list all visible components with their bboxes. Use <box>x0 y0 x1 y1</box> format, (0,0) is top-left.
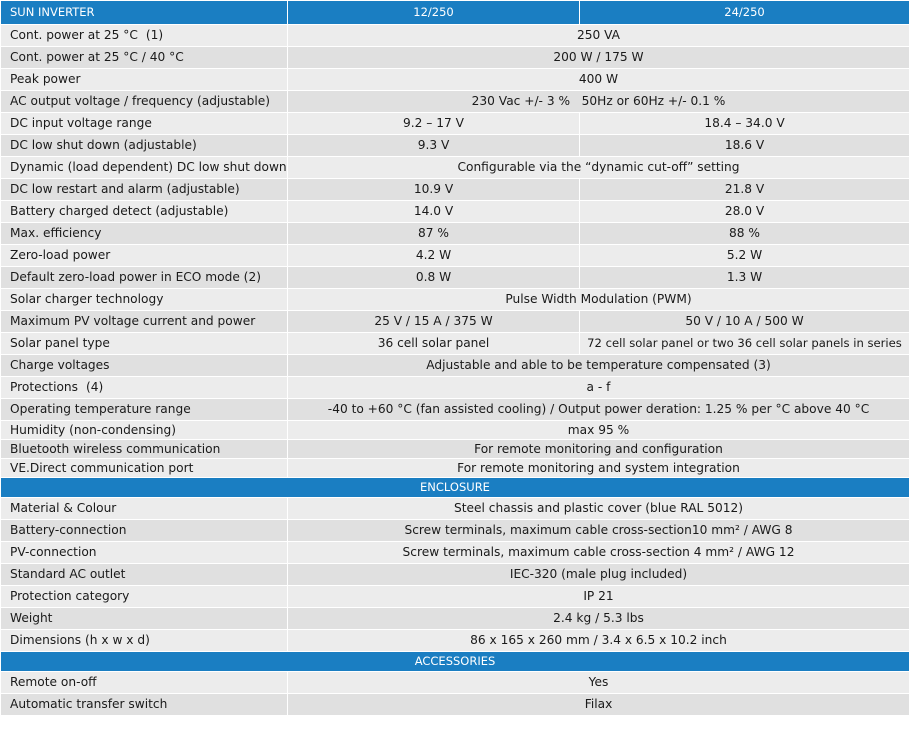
table-row <box>1 694 909 716</box>
row-label <box>1 377 288 399</box>
table-row <box>1 498 909 520</box>
row-label: Automatic transfer switch <box>1 694 288 716</box>
row-value: 250 VA <box>288 25 909 47</box>
row-value: -40 to +60 °C (fan assisted cooling) / Output power deration: 1.25 % per °C above 40 °C <box>288 399 909 421</box>
table-row <box>1 355 909 377</box>
row-label: Operating temperature range <box>1 399 288 421</box>
row-label: Solar charger technology <box>1 289 288 311</box>
row-label-text: Cont. power at 25 °C <box>10 28 138 42</box>
table-row <box>1 25 909 47</box>
table-row <box>1 157 909 179</box>
row-value-12v: 4.2 W <box>288 245 580 267</box>
section-header-enclosure <box>1 478 909 498</box>
row-value-24v: 50 V / 10 A / 500 W <box>580 311 909 333</box>
table-row <box>1 377 909 399</box>
row-value-24v: 1.3 W <box>580 267 909 289</box>
row-value: max 95 % <box>288 421 909 440</box>
row-value-24v: 5.2 W <box>580 245 909 267</box>
row-label: Battery charged detect (adjustable) <box>1 201 288 223</box>
row-label: Maximum PV voltage current and power <box>1 311 288 333</box>
row-value-24v: 72 cell solar panel or two 36 cell solar panels in series <box>580 333 909 355</box>
table-row <box>1 289 909 311</box>
header-row <box>1 1 909 25</box>
row-label: DC low restart and alarm (adjustable) <box>1 179 288 201</box>
row-label-text: Protections <box>10 380 79 394</box>
section-title: ACCESSORIES <box>1 652 909 672</box>
row-label: Peak power <box>1 69 288 91</box>
table-row <box>1 113 909 135</box>
table-row <box>1 399 909 421</box>
row-label: Standard AC outlet <box>1 564 288 586</box>
table-row <box>1 630 909 652</box>
row-value: IP 21 <box>288 586 909 608</box>
table-row <box>1 201 909 223</box>
row-value-24v: 18.6 V <box>580 135 909 157</box>
table-row <box>1 586 909 608</box>
row-value: 400 W <box>288 69 909 91</box>
row-value: Filax <box>288 694 909 716</box>
row-label: Protection category <box>1 586 288 608</box>
row-label: Solar panel type <box>1 333 288 355</box>
row-value-12v: 9.3 V <box>288 135 580 157</box>
row-value: a - f <box>288 377 909 399</box>
row-value: For remote monitoring and system integration <box>288 459 909 478</box>
table-row <box>1 267 909 289</box>
row-label: DC input voltage range <box>1 113 288 135</box>
table-row <box>1 459 909 478</box>
table-row <box>1 672 909 694</box>
row-value-24v: 18.4 – 34.0 V <box>580 113 909 135</box>
row-label: Material & Colour <box>1 498 288 520</box>
row-value-12v: 10.9 V <box>288 179 580 201</box>
table-row <box>1 333 909 355</box>
row-value: For remote monitoring and configuration <box>288 440 909 459</box>
row-label: Battery-connection <box>1 520 288 542</box>
table-row <box>1 440 909 459</box>
row-value: 86 x 165 x 260 mm / 3.4 x 6.5 x 10.2 inch <box>288 630 909 652</box>
table-row <box>1 91 909 113</box>
row-value: Screw terminals, maximum cable cross-section 4 mm² / AWG 12 <box>288 542 909 564</box>
row-label: Zero-load power <box>1 245 288 267</box>
table-row <box>1 542 909 564</box>
row-value-12v: 0.8 W <box>288 267 580 289</box>
row-value: IEC-320 (male plug included) <box>288 564 909 586</box>
row-value: Configurable via the “dynamic cut-off” setting <box>288 157 909 179</box>
row-footnote: (1) <box>145 28 164 42</box>
header-title: SUN INVERTER <box>1 1 288 25</box>
row-value-12v: 9.2 – 17 V <box>288 113 580 135</box>
row-label: Cont. power at 25 °C / 40 °C <box>1 47 288 69</box>
row-label: Remote on-off <box>1 672 288 694</box>
row-label: Dimensions (h x w x d) <box>1 630 288 652</box>
row-label: Bluetooth wireless communication <box>1 440 288 459</box>
row-label: Weight <box>1 608 288 630</box>
row-label <box>1 25 288 47</box>
row-value: 200 W / 175 W <box>288 47 909 69</box>
row-value-24v: 21.8 V <box>580 179 909 201</box>
table-row <box>1 69 909 91</box>
table-row <box>1 564 909 586</box>
row-label: AC output voltage / frequency (adjustable) <box>1 91 288 113</box>
table-row <box>1 245 909 267</box>
row-value-12v: 36 cell solar panel <box>288 333 580 355</box>
row-value: Steel chassis and plastic cover (blue RAL 5012) <box>288 498 909 520</box>
header-model-24-250: 24/250 <box>580 1 909 25</box>
row-label: Max. efficiency <box>1 223 288 245</box>
table-row <box>1 223 909 245</box>
row-value: Adjustable and able to be temperature compensated (3) <box>288 355 909 377</box>
row-value-24v: 28.0 V <box>580 201 909 223</box>
row-value: 230 Vac +/- 3 % 50Hz or 60Hz +/- 0.1 % <box>288 91 909 113</box>
header-model-12-250: 12/250 <box>288 1 580 25</box>
row-label: PV-connection <box>1 542 288 564</box>
row-value: Screw terminals, maximum cable cross-section10 mm² / AWG 8 <box>288 520 909 542</box>
row-label: Charge voltages <box>1 355 288 377</box>
table-row <box>1 608 909 630</box>
table-row <box>1 311 909 333</box>
section-title: ENCLOSURE <box>1 478 909 498</box>
row-label: VE.Direct communication port <box>1 459 288 478</box>
table-row <box>1 47 909 69</box>
row-value-24v: 88 % <box>580 223 909 245</box>
row-label: Humidity (non-condensing) <box>1 421 288 440</box>
table-row <box>1 179 909 201</box>
row-label: DC low shut down (adjustable) <box>1 135 288 157</box>
table-row <box>1 421 909 440</box>
row-value: 2.4 kg / 5.3 lbs <box>288 608 909 630</box>
row-label: Dynamic (load dependent) DC low shut down <box>1 157 288 179</box>
row-value-12v: 87 % <box>288 223 580 245</box>
row-label: Default zero-load power in ECO mode (2) <box>1 267 288 289</box>
row-value-12v: 25 V / 15 A / 375 W <box>288 311 580 333</box>
section-header-accessories <box>1 652 909 672</box>
row-value: Pulse Width Modulation (PWM) <box>288 289 909 311</box>
row-value: Yes <box>288 672 909 694</box>
row-footnote: (4) <box>86 380 104 394</box>
table-row <box>1 520 909 542</box>
row-value-12v: 14.0 V <box>288 201 580 223</box>
table-row <box>1 135 909 157</box>
